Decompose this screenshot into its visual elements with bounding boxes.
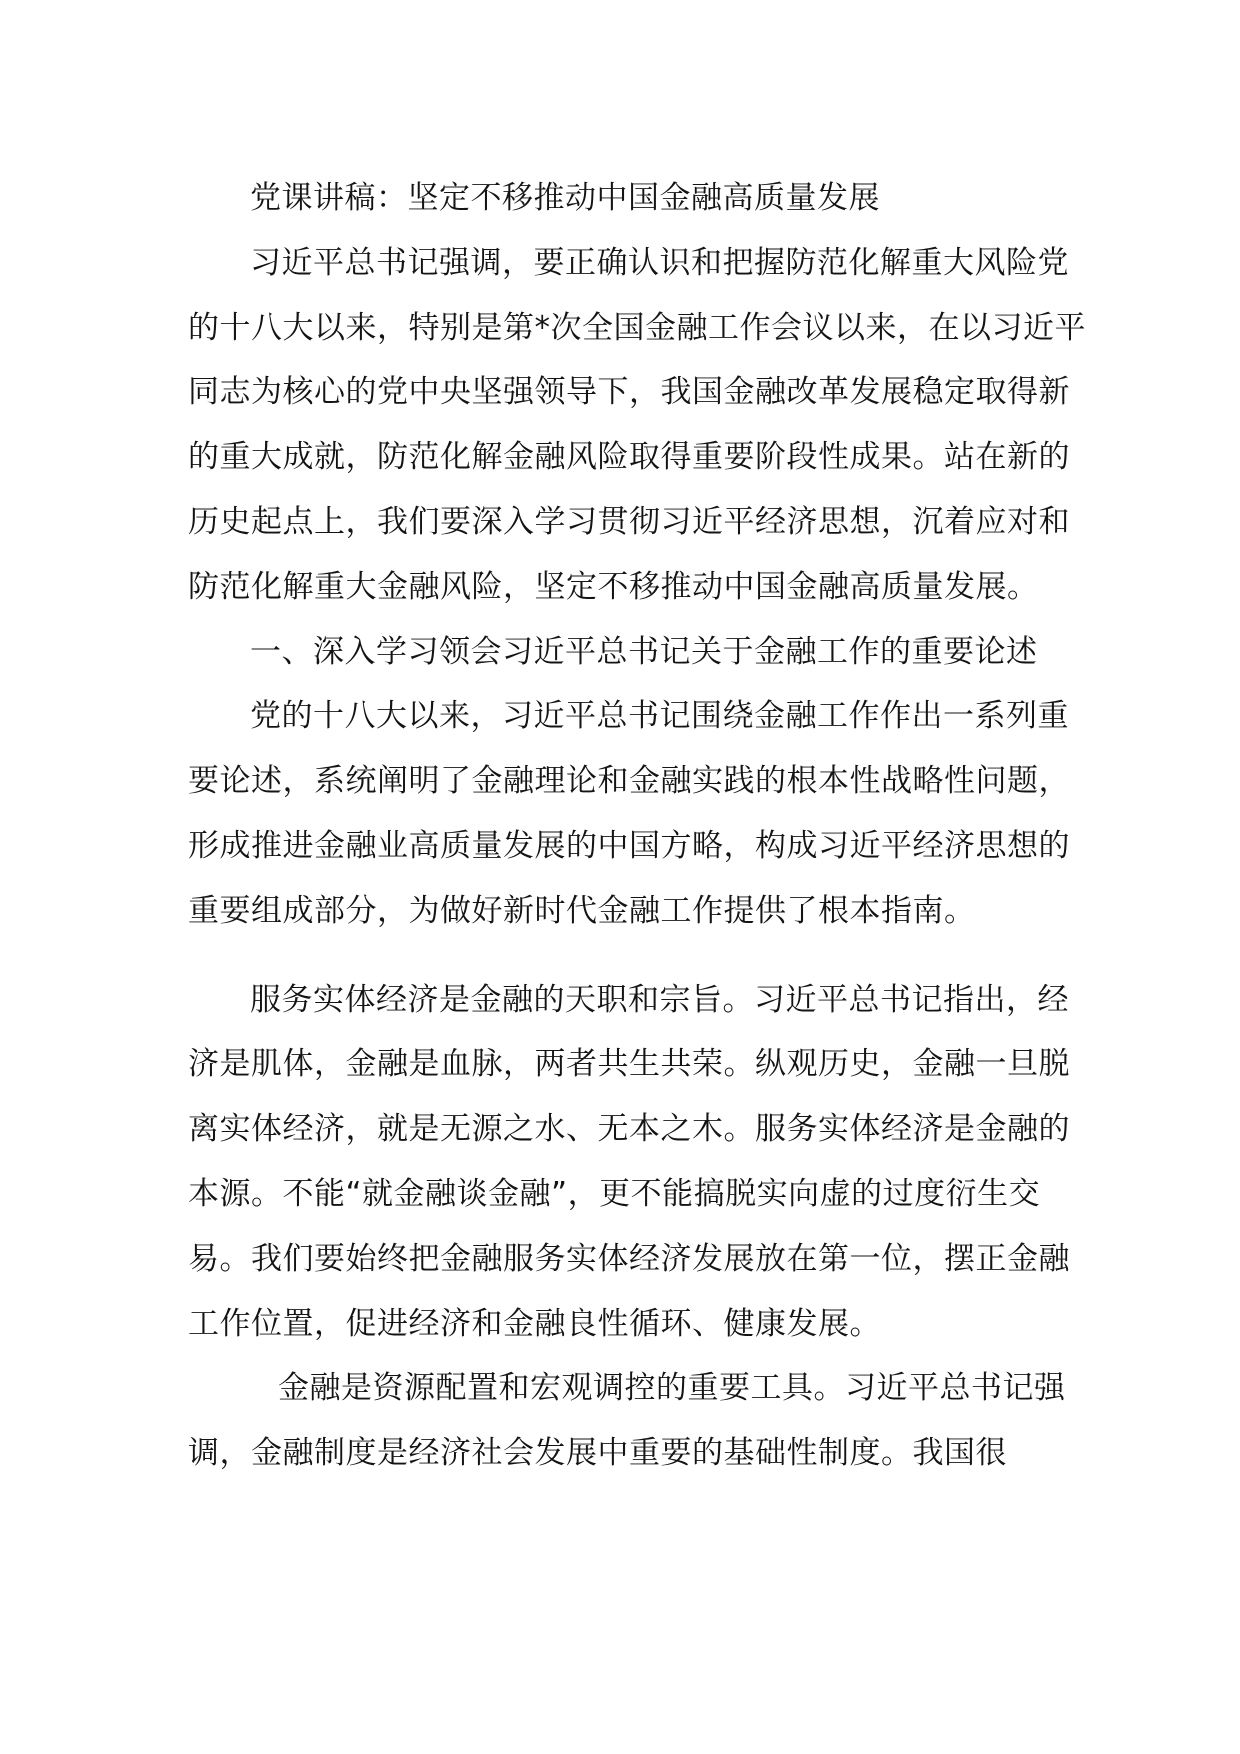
document-title: 党课讲稿：坚定不移推动中国金融高质量发展: [250, 180, 880, 216]
paragraph-intro: 习近平总书记强调，要正确认识和把握防范化解重大风险党的十八大以来，特别是第*次全国金融工作会议以来，在以习近平同志为核心的党中央坚强领导下，我国金融改革发展稳定取得新的重大成就，防范化解金融风险取得重要阶段性成果。站在新的历史起点上，我们要深入学习贯彻习近平经济思想，沉着应对和防范化解重大金融风险，坚定不移推动中国金融高质量发展。: [188, 244, 1086, 605]
section-heading-1: 一、深入学习领会习近平总书记关于金融工作的重要论述: [250, 633, 1038, 670]
paragraph-overview: 党的十八大以来，习近平总书记围绕金融工作作出一系列重要论述，系统阐明了金融理论和金融实践的根本性战略性问题，形成推进金融业高质量发展的中国方略，构成习近平经济思想的重要组成部分，为做好新时代金融工作提供了根本指南。: [188, 698, 1070, 929]
paragraph-resource-allocation: 金融是资源配置和宏观调控的重要工具。习近平总书记强调，金融制度是经济社会发展中重要的基础性制度。我国很: [188, 1370, 1066, 1472]
paragraph-real-economy: 服务实体经济是金融的天职和宗旨。习近平总书记指出，经济是肌体，金融是血脉，两者共生共荣。纵观历史，金融一旦脱离实体经济，就是无源之水、无本之木。服务实体经济是金融的本源。不能“就金融谈金融”，更不能搞脱实向虚的过度衍生交易。我们要始终把金融服务实体经济发展放在第一位，摆正金融工作位置，促进经济和金融良性循环、健康发展。: [188, 981, 1070, 1342]
document-body: [188, 166, 1088, 1486]
